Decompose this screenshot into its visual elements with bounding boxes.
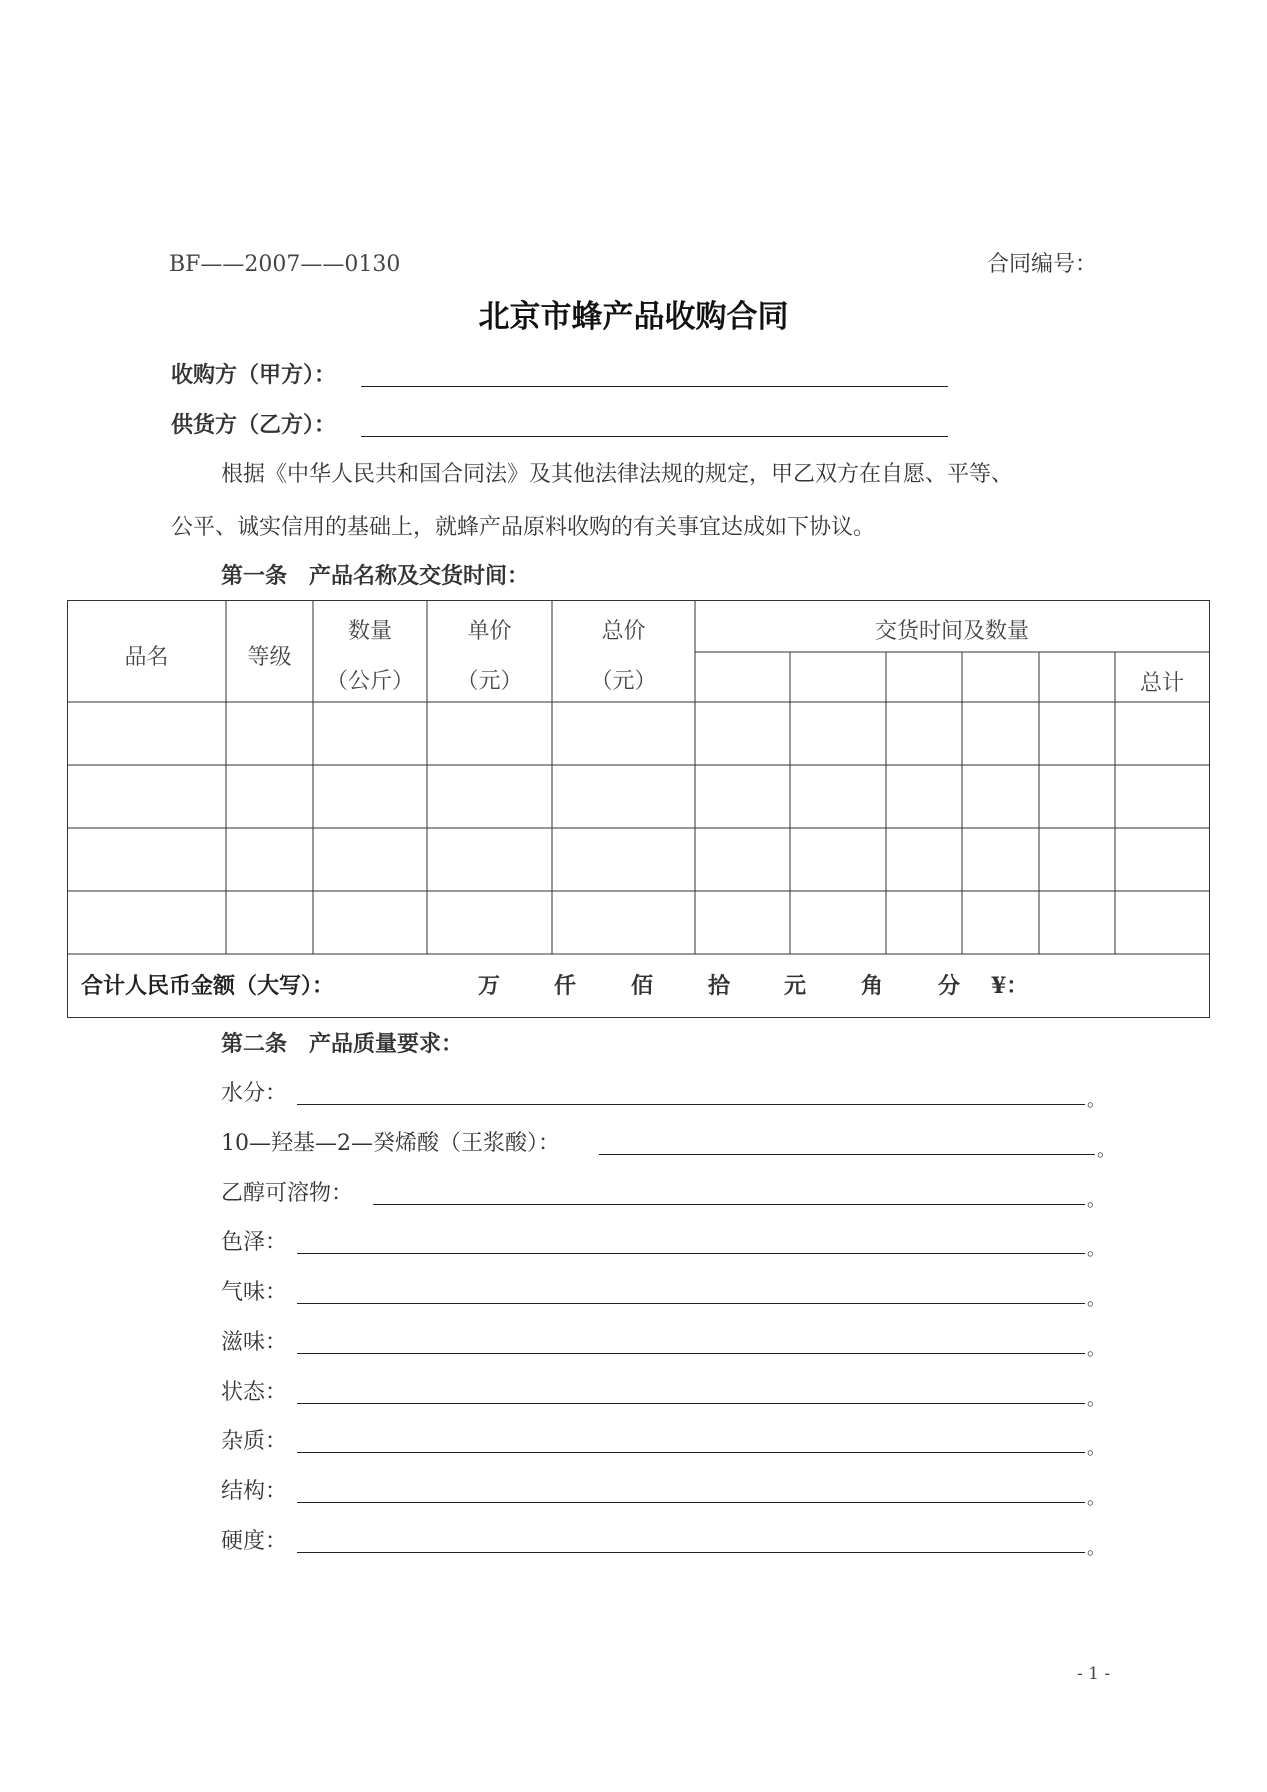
header-unit-price: 单价 [467, 619, 512, 644]
quality-label-odor: 气味： [221, 1280, 288, 1305]
quality-field-ethanol-solubles[interactable] [373, 1204, 1085, 1205]
unit-fen: 分 [938, 973, 961, 999]
quality-field-state[interactable] [297, 1403, 1085, 1404]
table-cell[interactable] [315, 704, 425, 763]
table-cell[interactable] [429, 704, 550, 763]
quality-field-color[interactable] [297, 1253, 1085, 1254]
header-quantity-unit: （公斤） [325, 669, 414, 694]
article2-heading: 第二条 产品质量要求： [221, 1031, 464, 1057]
table-cell[interactable] [69, 830, 224, 889]
end-mark: 。 [1087, 1438, 1105, 1459]
quality-field-10hda[interactable] [599, 1154, 1095, 1155]
end-mark: 。 [1087, 1389, 1105, 1410]
table-cell[interactable] [964, 704, 1037, 763]
table-cell[interactable] [1041, 767, 1113, 826]
table-cell[interactable] [888, 830, 960, 889]
yen-label: ¥： [991, 973, 1029, 999]
quality-field-impurities[interactable] [297, 1452, 1085, 1453]
table-cell[interactable] [792, 704, 884, 763]
unit-qian: 仟 [554, 973, 577, 999]
quality-label-ethanol-solubles: 乙醇可溶物： [221, 1181, 354, 1206]
quality-label-10hda: 10—羟基—2—癸烯酸（王浆酸）： [221, 1131, 560, 1156]
quality-label-impurities: 杂质： [221, 1429, 288, 1454]
table-cell[interactable] [69, 767, 224, 826]
end-mark: 。 [1087, 1339, 1105, 1360]
table-cell[interactable] [1041, 893, 1113, 952]
quality-field-taste[interactable] [297, 1353, 1085, 1354]
sum-label: 合计人民币金额（大写）： [81, 973, 335, 999]
table-cell[interactable] [315, 830, 425, 889]
intro-line-1: 根据《中华人民共和国合同法》及其他法律法规的规定，甲乙双方在自愿、平等、 [221, 462, 1014, 487]
table-cell[interactable] [792, 830, 884, 889]
quality-label-structure: 结构： [221, 1479, 288, 1504]
table-cell[interactable] [1041, 830, 1113, 889]
supplier-label: 供货方（乙方）： [171, 412, 337, 438]
table-cell[interactable] [554, 830, 693, 889]
header-quantity: 数量 [347, 619, 392, 644]
table-cell[interactable] [1117, 704, 1207, 763]
table-cell[interactable] [697, 893, 788, 952]
table-cell[interactable] [1117, 830, 1207, 889]
buyer-label: 收购方（甲方）： [171, 362, 337, 388]
table-cell[interactable] [697, 830, 788, 889]
table-cell[interactable] [554, 767, 693, 826]
end-mark: 。 [1087, 1239, 1105, 1260]
intro-line-2: 公平、诚实信用的基础上，就蜂产品原料收购的有关事宜达成如下协议。 [171, 515, 876, 540]
table-cell[interactable] [964, 767, 1037, 826]
contract-number-label: 合同编号： [987, 252, 1098, 277]
quality-label-hardness: 硬度： [221, 1529, 288, 1554]
unit-bai: 佰 [631, 973, 654, 999]
unit-yuan: 元 [784, 973, 807, 999]
end-mark: 。 [1097, 1140, 1115, 1161]
unit-wan: 万 [478, 973, 501, 999]
table-cell[interactable] [792, 893, 884, 952]
table-cell[interactable] [228, 704, 311, 763]
end-mark: 。 [1087, 1538, 1105, 1559]
table-cell[interactable] [1117, 893, 1207, 952]
header-product-name: 品名 [124, 645, 169, 670]
table-cell[interactable] [554, 704, 693, 763]
table-cell[interactable] [1117, 767, 1207, 826]
header-total-price-unit: （元） [590, 669, 657, 694]
table-cell[interactable] [1041, 704, 1113, 763]
table-cell[interactable] [228, 830, 311, 889]
table-cell[interactable] [429, 830, 550, 889]
quality-label-taste: 滋味： [221, 1330, 288, 1355]
header-delivery: 交货时间及数量 [874, 619, 1029, 644]
quality-label-state: 状态： [221, 1380, 288, 1405]
page-number: - 1 - [1077, 1664, 1111, 1684]
table-cell[interactable] [429, 767, 550, 826]
quality-field-odor[interactable] [297, 1303, 1085, 1304]
end-mark: 。 [1087, 1190, 1105, 1211]
table-cell[interactable] [964, 893, 1037, 952]
end-mark: 。 [1087, 1488, 1105, 1509]
quality-label-color: 色泽： [221, 1230, 288, 1255]
table-cell[interactable] [228, 893, 311, 952]
table-cell[interactable] [888, 704, 960, 763]
end-mark: 。 [1087, 1090, 1105, 1111]
table-cell[interactable] [964, 830, 1037, 889]
table-cell[interactable] [69, 704, 224, 763]
table-cell[interactable] [697, 704, 788, 763]
table-cell[interactable] [888, 767, 960, 826]
table-cell[interactable] [554, 893, 693, 952]
header-total-price: 总价 [601, 619, 646, 644]
table-cell[interactable] [315, 767, 425, 826]
table-cell[interactable] [697, 767, 788, 826]
quality-label-moisture: 水分： [221, 1081, 288, 1106]
end-mark: 。 [1087, 1289, 1105, 1310]
document-code: BF——2007——0130 [169, 252, 401, 277]
header-unit-price-unit: （元） [456, 669, 523, 694]
page-title: 北京市蜂产品收购合同 [478, 299, 789, 335]
quality-field-structure[interactable] [297, 1502, 1085, 1503]
table-cell[interactable] [888, 893, 960, 952]
header-delivery-total: 总计 [1139, 671, 1184, 696]
table-cell[interactable] [228, 767, 311, 826]
article1-heading: 第一条 产品名称及交货时间： [221, 563, 530, 589]
table-cell[interactable] [792, 767, 884, 826]
quality-field-moisture[interactable] [297, 1104, 1085, 1105]
header-grade: 等级 [247, 645, 292, 670]
table-cell[interactable] [69, 893, 224, 952]
table-cell[interactable] [429, 893, 550, 952]
table-cell[interactable] [315, 893, 425, 952]
quality-field-hardness[interactable] [297, 1552, 1085, 1553]
unit-jiao: 角 [861, 973, 884, 999]
unit-shi: 拾 [708, 973, 731, 999]
